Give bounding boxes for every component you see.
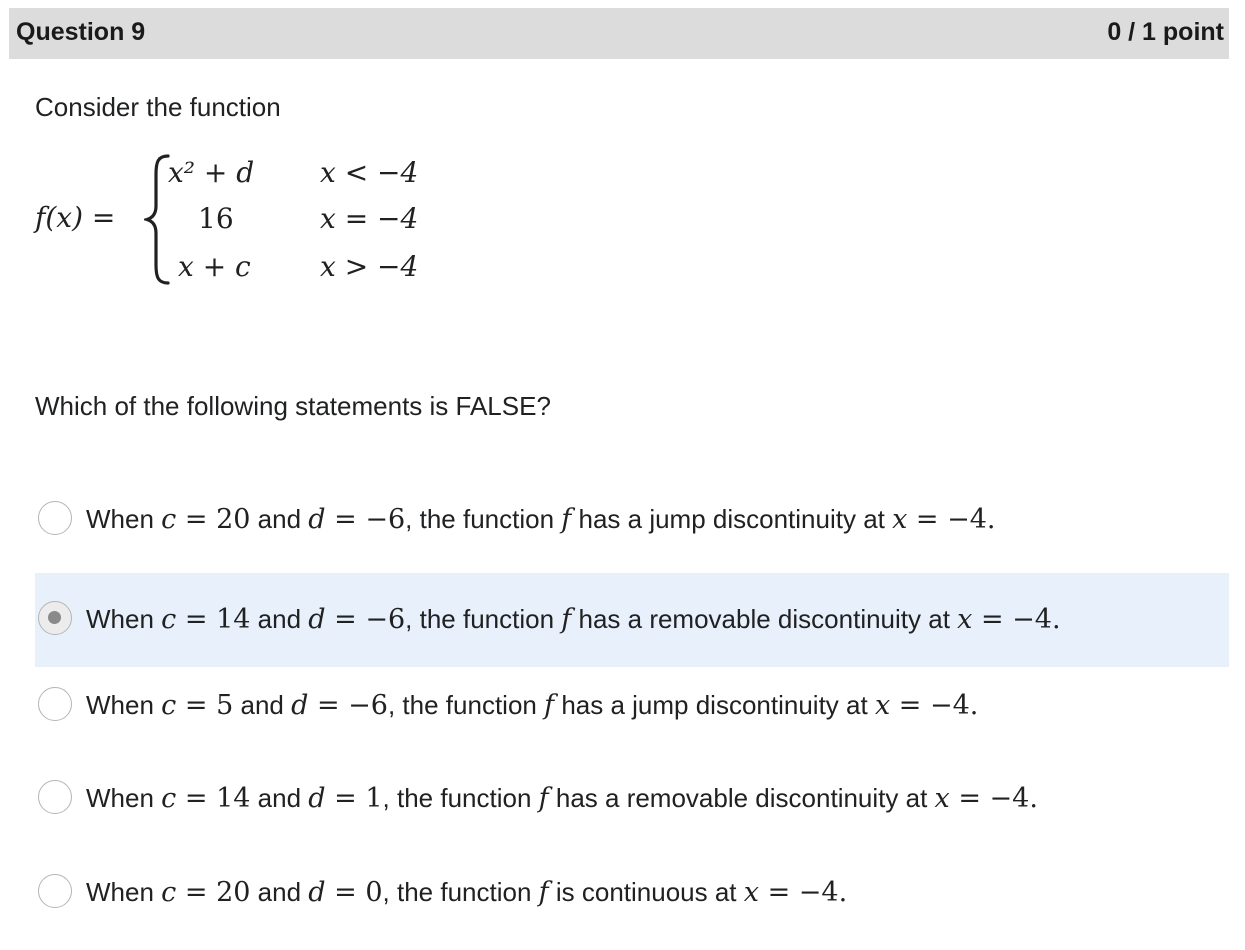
answer-option-text: When c = 14 and d = −6, the function f has a removable discontinuity at x = −4. [86, 604, 1061, 635]
answer-option-1[interactable] [35, 473, 1229, 566]
case-1-condition: x < −4 [320, 156, 419, 189]
question-points: 0 / 1 point [1107, 18, 1224, 46]
answer-option-2[interactable] [35, 573, 1229, 667]
question-header [9, 8, 1229, 59]
case-1-expression: x² + d [168, 156, 255, 189]
answer-option-text: When c = 20 and d = −6, the function f has a jump discontinuity at x = −4. [86, 504, 996, 535]
answer-option-3[interactable] [35, 659, 1229, 752]
radio-button[interactable] [38, 687, 72, 721]
answer-option-text: When c = 20 and d = 0, the function f is continuous at x = −4. [86, 877, 848, 908]
answer-option-5[interactable] [35, 846, 1229, 939]
radio-selected-dot [48, 611, 61, 624]
answer-option-text: When c = 14 and d = 1, the function f has a removable discontinuity at x = −4. [86, 783, 1038, 814]
function-lhs: f(x) = [35, 201, 116, 234]
case-3-expression: x + c [178, 250, 251, 283]
case-2-condition: x = −4 [320, 202, 419, 235]
case-2-expression: 16 [198, 202, 234, 235]
radio-button[interactable] [38, 874, 72, 908]
question-prompt: Which of the following statements is FALSE? [35, 391, 551, 421]
answer-option-4[interactable] [35, 752, 1229, 845]
radio-button[interactable] [38, 780, 72, 814]
question-title: Question 9 [16, 18, 146, 46]
case-3-condition: x > −4 [320, 250, 419, 283]
intro-text: Consider the function [35, 92, 281, 122]
radio-button[interactable] [38, 501, 72, 535]
answer-option-text: When c = 5 and d = −6, the function f has a jump discontinuity at x = −4. [86, 690, 979, 721]
radio-button[interactable] [38, 601, 72, 635]
